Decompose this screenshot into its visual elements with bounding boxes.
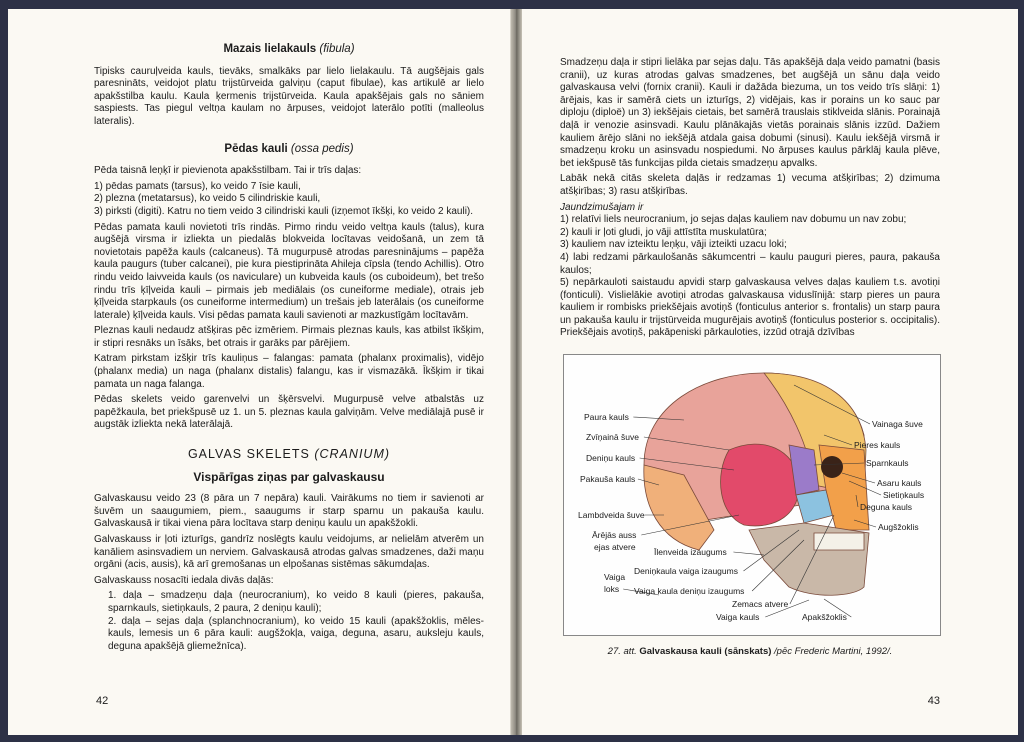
figure-label: Sparnkauls — [866, 458, 909, 468]
heading-visparigas-zinas: Vispārīgas ziņas par galvaskausu — [193, 469, 385, 484]
page-number: 43 — [927, 695, 940, 707]
paragraph: Smadzeņu daļa ir stipri lielāka par sejas daļu. Tās apakšējā daļa veido pamatni (basis cranii), uz kuras atrodas galvas smadzenes, bet augšējā un sānu daļa veido galvaskausa velvi (fornix cranii). Kauli ir dažāda biezuma, un tos veido trīs slāņi: 1) ārējais, kas ir samērā ciets un izturīgs, 2) vidējais, kas ir porains un ko sauc par diploju (diploë) un 3) iekšējais cietais, bet samērā trauslais stiklveida slānis. Porainajā daļā ir venozie asinsvadi. Kaulu plānākajās vietās porainais slānis izzūd. Dažiem kauliem ārējo slāni no iekšējā atdala gaisa dobumi (sinusi). Kaulu iekšējā virsmā ir smadzeņu kroku un asinsvadu nospiedumi. No ārpuses kaulus pārklāj kaula plēve, bet iekšpusē tās funkcijas pilda cietais smadzeņu apvalks. — [560, 57, 940, 169]
figure-label: Sietiņkauls — [883, 490, 925, 500]
right-column — [560, 57, 940, 340]
list-item: 3) kauliem nav izteiktu leņķu, vāji izteikti uzacu loki; — [560, 239, 787, 251]
figure-label: Deniņkaula vaiga izaugums — [634, 566, 738, 576]
list-item: 5) nepārkauloti saistaudu apvidi starp galvaskausa velves daļas kauliem t.s. avotiņi (fonticuli). Vislielākie avotiņi atrodas galvaskausa viduslīnijā: starp pieres un paura kauliem ir rombisks priekšējais avotiņš (fonticulus anterior s. frontalis) un starp paura un pakauša kaulu ir trijstūrveida mugurējais avotiņš (fonticulus posterior s. occipitalis). Priekšējais avotiņš, pakāpeniski pārkauloties, izzūd otrajā dzīvības — [560, 277, 940, 339]
paragraph: Pēdas pamata kauli novietoti trīs rindās. Pirmo rindu veido veltņa kauls (talus), kura augšējā virsma ir izliekta un piedalās blokveida locītavas veidošanā, un zem tā novietotais papēža kauls (calcaneus). Tā mugurpusē atrodas paresninājums – papēža kaula paugurs (tuber calcanei), pie kura piestiprināta Ahileja cīpsla (tendo Achillis). Otro rindu veido laivveida kauls (os naviculare) un kubveida kauls (os cuboideum), bet trešo rindu trīs ķīļveida kauli – pirmais jeb mediālais (os cuneiforme mediale), otrais jeb ķīļveida starpkauls (os cuneiforme intermedium) un trešais jeb laterālais (os cuneiforme laterale) ķīļveida kauls. Visi pēdas pamata kauli savienoti ar mazkustīgām locītavām. — [94, 221, 484, 321]
figure-label: Vaiga kauls — [716, 612, 760, 622]
figure-label: Pieres kauls — [854, 440, 901, 450]
figure-label: Zvīņainā šuve — [586, 432, 639, 442]
skull-figure — [563, 354, 941, 636]
list-item: 3) pirksti (digiti). Katru no tiem veido 3 cilindriski kauli (izņemot īkšķi, ko veido 2 kauli). — [94, 205, 474, 217]
orbit-shape — [821, 456, 843, 478]
list-item: 2. daļa – sejas daļa (splanchnocranium), ko veido 15 kauli (apakšžoklis, mēles-kauls, lemesis un 6 pāra kauli: augšžokļa, vaiga, deguna, asaru, auksleju kauls, deguna apakšējā gliemežnīca). — [108, 615, 484, 652]
figure-label: Pakauša kauls — [580, 474, 636, 484]
figure-label: ejas atvere — [594, 542, 636, 552]
heading-galvas-skelets: GALVAS SKELETS (CRANIUM) — [187, 447, 391, 462]
figure-label: Deguna kauls — [860, 502, 912, 512]
list-item: 4) labi redzami pārkaulošanās sākumcentri – kaulu pauguri pieres, paura, pakauša kaulos; — [560, 251, 940, 276]
paragraph: Pēda taisnā leņķī ir pievienota apakšstilbam. Tai ir trīs daļas: — [94, 165, 362, 177]
figure-label: Vainaga šuve — [872, 419, 923, 429]
figure-label: Deniņu kauls — [586, 453, 636, 463]
figure-label: Ārējās auss — [592, 530, 637, 540]
figure-label: Vaiga kaula deniņu izaugums — [634, 586, 745, 596]
figure-label: loks — [604, 584, 620, 594]
list-item: 2) kauli ir ļoti gludi, jo vāji attīstīta muskulatūra; — [560, 226, 767, 238]
left-column — [94, 29, 484, 653]
paragraph-fibula: Tipisks cauruļveida kauls, tievāks, smalkāks par lielo lielakaulu. Tā augšējais gals paresnināts, veidojot platu trijstūrveida galviņu (caput fibulae), kas artikulē ar lielo apakšstilba kaulu. Kaula ķermenis trijstūrveida. Kaula apakšējais gals no sāniem saspiests. Tas piegul veltņa kaulam no ārpuses, veidojot laterālo potīti (malleolus lateralis). — [94, 65, 484, 127]
list-item: 1. daļa – smadzeņu daļa (neurocranium), ko veido 8 kauli (pieres, pakauša, sparnkauls, sietiņkauls, 2 paura, 2 deniņu kauli); — [108, 590, 484, 614]
paragraph: Jaundzimušajam ir — [560, 201, 644, 213]
leader-line — [733, 552, 764, 555]
paragraph: Pēdas skelets veido garenvelvi un šķērsvelvi. Mugurpusē velve atbalstās uz papēžkaula, bet priekšpusē uz 1. un 5. pleznas kaula galviņām. Velve mediālajā pusē ir augstāk izliekta nekā laterālajā. — [94, 394, 484, 431]
paragraph: Pleznas kauli nedaudz atšķiras pēc izmēriem. Pirmais pleznas kauls, kas atbilst īkšķim, ir stipri resnāks un īsāks, bet otrais ir garāks par pārējiem. — [94, 325, 484, 349]
figure-label: Lambdveida šuve — [578, 510, 645, 520]
left-page — [8, 9, 511, 735]
figure-label: Augšžoklis — [878, 522, 919, 532]
right-page — [522, 9, 1018, 735]
list-item: 2) plezna (metatarsus), ko veido 5 cilindriskie kauli, — [94, 193, 321, 205]
page-number: 42 — [96, 695, 109, 707]
figure-label: Asaru kauls — [877, 478, 922, 488]
figure-label: Vaiga — [604, 572, 626, 582]
paragraph: Galvaskauss ir ļoti izturīgs, gandrīz noslēgts kaulu veidojums, ar nelielām atverēm un kanāliem asinsvadiem un nerviem. Galvaskausā atrodas galvas smadzenes, daži maņu orgāni (acis, ausis), kā arī gremošanas un elpošanas sistēmas sākumdaļas. — [94, 534, 484, 571]
paragraph: Katram pirkstam izšķir trīs kauliņus – falangas: pamata (phalanx proximalis), vidējo (phalanx media) un naga (phalanx distalis) falangu, kas ir vismazākā. Īkšķim ir tikai pamata un naga falanga. — [94, 353, 484, 390]
paragraph: Labāk nekā citās skeleta daļās ir redzamas 1) vecuma atšķirības; 2) dzimuma atšķirības; 3) rasu atšķirības. — [560, 173, 940, 197]
figure-caption: 27. att. Galvaskausa kauli (sānskats) /pēc Frederic Martini, 1992/. — [607, 646, 893, 657]
figure-label: Zemacs atvere — [732, 599, 789, 609]
list-item: 1) pēdas pamats (tarsus), ko veido 7 īsie kauli, — [94, 180, 301, 192]
temporal-bone-shape — [721, 444, 800, 526]
paragraph: Galvaskauss nosacīti iedala divās daļās: — [94, 574, 274, 586]
list-item: 1) relatīvi liels neurocranium, jo sejas daļas kauliem nav dobumu un nav zobu; — [560, 214, 907, 226]
heading-pedas-kauli: Pēdas kauli (ossa pedis) — [224, 142, 354, 155]
teeth-shape — [814, 533, 864, 550]
book-gutter — [510, 9, 522, 735]
figure-label: Apakšžoklis — [802, 612, 847, 622]
figure-label: Paura kauls — [584, 412, 629, 422]
heading-fibula: Mazais lielakauls (fibula) — [223, 43, 355, 55]
paragraph: Galvaskausu veido 23 (8 pāra un 7 nepāra) kauli. Vairākums no tiem ir savienoti ar šuvēm un saaugumiem, piem., saaugums ir starp sparnu un pakauša kaulu. Galvaskausā ir tikai viena pāra locītava starp deniņu kaulu un apakšžokli. — [94, 493, 484, 530]
figure-label: Īlenveida izaugums — [654, 547, 727, 557]
